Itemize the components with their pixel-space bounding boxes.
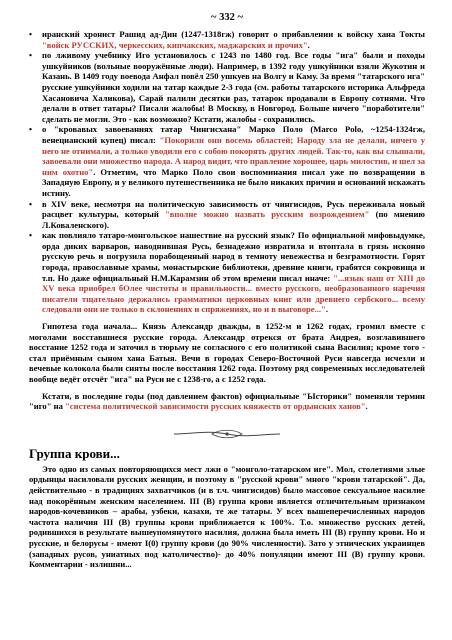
bullet-icon: • <box>29 230 33 241</box>
highlighted-quote: "...язык наш от XIII до XV века приобрел бОлее чистоты и правильности... вместо русского, необразованного наречия писатели тщательно держались грамматики церковных книг или древнего сербского... всему следовали они не только в склонениях и спряжениях, но и в выговоре..." <box>42 272 425 315</box>
bullet-icon: • <box>29 198 33 209</box>
bullet-item <box>29 230 425 315</box>
paragraph-hypothesis: Гипотеза года начала... Князь Александр дважды, в 1252-м и 1262 годах, громил вместе с моголами восставшиеся русские города. Александр отрекся от брата Андрея, возглавившего восстание 1252 года и заточил в тюрьму не согласного с его политикой сына Василия; кроме того - стал приёмным сыном хана Батыя. Вечи в городах Северо-Восточной Руси навсегда исчезли и вечевые колокола были сняты после восстания 1262 года. Поэтому ряд современных исследователей вообще ведёт отсчёт "ига" на Руси не с 1238-го, а с 1252 года. <box>29 321 425 384</box>
text-run: . <box>365 401 368 412</box>
bullet-item <box>29 29 425 50</box>
text-run: . <box>307 39 310 50</box>
section-body: Это одно из самых повторяющихся мест лжи о "монголо-татарском иге". Мол, столетиями злые ордынцы насиловали русских женщин, и поэтому в "русской крови" много "крови татарской". Да, действительно - в традициях захватчиков (и в т.ч. чингисидов) было массовое сексуальное насилие над покорённым женским населением. III (B) группа крови является отличительным признаком народов-кочевников – арабы, узбеки, казахи, те же татары. У всех вышеперечисленных народов частота наличия III (B) группы крови приближается к 100%. Т.о. множество русских детей, родившихся в результате вышеупомянутого насилия, должна была иметь III (B) группу крови. Но и русские, и белорусы - имеют I(0) группу крови (до 90% численности). Зато у этнических украинцев (западных русов, униатных под католичество)- до 40% популяции имеют III (B) группу крови. Комментарии - излишни... <box>29 463 425 570</box>
section-heading: Группа крови... <box>29 445 120 461</box>
text-run: как повлияло татаро-монгольское нашествие на русский язык? По официальной мифовыдумке, орда диких варваров, наводнившая Русь, безнадежно извратила и втоптала в грязь исконно русскую речь и погрузила порабощенный народ в темноту невежества и безграмотности. Горят города, православные храмы, монастырские библиотеки, древние книги, грабятся сокровища и т.п. Но даже официальный Н.М.Карамзин об этом времени писал иначе: <box>42 230 425 283</box>
highlighted-quote: "система политической зависимости русских княжеств от ордынских ханов" <box>65 401 366 412</box>
text-run: . Отметим, что Марко Поло свои воспоминания писал уже по возвращении в Западную Европу, и у великого путешественника не было никаких причин и оснований искажать истину. <box>42 166 425 198</box>
highlighted-quote: "вполне можно назвать русским возрождением" <box>164 209 370 220</box>
text-run: в XIV веке, несмотря на политическую зависимость от чингисидов, Русь переживала новый расцвет культуры, который <box>42 198 425 220</box>
ornamental-divider-icon <box>172 428 282 440</box>
bullet-icon: • <box>29 29 33 39</box>
text-run: по лживому учебнику Иго установилось с 1243 по 1480 год. Все годы "ига" были и походы ушкуйников (вольные вооружённые люди). Например, в 1392 году ушкуйники взяли Жукотин и Казань. В 1409 году воевода Анфал повёл 250 ушкуев на Волгу и Каму. За время "татарского ига" русские ушкуйники ходили на татар каждые 2-3 года (см. работы татарского историка Альфреда Хасановича Халикова), Сарай палили десятки раз, татарок продавали в Европу сотнями. Что делали в ответ татары? Писали жалобы! В Москву, в Новгород. Больше ничего "поработители" сделать не могли. Это - как возможно? Кстати, жалобы - сохранились. <box>42 50 425 124</box>
text-run: о "кровавых завоеваниях татар Чингисхана" Марко Поло (Marco Polo, ~1254-1324гж, венецианский купец) писал: <box>42 124 425 145</box>
text-run: (по мнению Л.Коваленского). <box>42 209 425 230</box>
bullet-item <box>29 50 425 124</box>
paragraph-terminology <box>29 391 425 412</box>
bullet-icon: • <box>29 124 33 135</box>
bullet-item <box>29 124 425 198</box>
text-run: . <box>325 304 328 315</box>
text-run: Кстати, в последние годы (под давлением фактов) официальные "Ысторики" поменяли термин "иго" на <box>29 390 425 412</box>
bullet-icon: • <box>29 50 33 61</box>
page-number: ~ 332 ~ <box>211 12 243 23</box>
bullet-item <box>29 199 425 231</box>
bullet-list <box>29 29 425 315</box>
highlighted-quote: "войск РУССКИХ, черкесских, кипчакских, маджарских и прочих" <box>42 39 308 50</box>
text-run: иранский хронист Рашид ад-Дин (1247-1318гж) говорит о прибавлении к войску хана Токты <box>42 29 425 39</box>
highlighted-quote: "Покорили они восемь областей; Народу зла не делали, ничего у него не отнимали, а только уводили его с собою покорять других людей. Так-то, как вы слышали, завоевали они множество народа. А народ видит, что правление хорошее, царь милостив, и шел за ним охотно" <box>42 134 425 177</box>
